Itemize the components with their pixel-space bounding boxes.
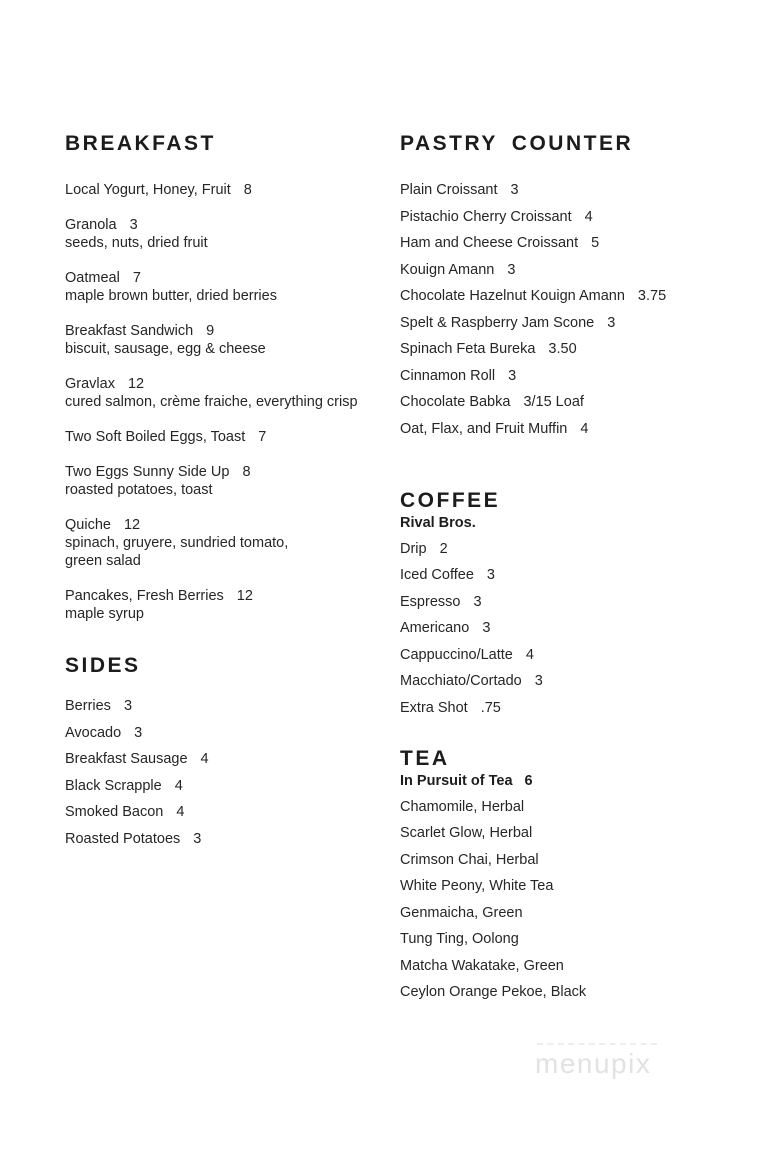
menu-item xyxy=(65,777,395,795)
menu-item-line xyxy=(65,216,395,234)
menu-item-line xyxy=(400,181,755,199)
menu-item xyxy=(400,824,755,842)
menu-item xyxy=(65,322,395,358)
menu-item-line xyxy=(65,516,395,534)
menu-item-price: 4 xyxy=(176,804,185,820)
menu-item-line xyxy=(400,646,755,664)
menu-item-name: Gravlax xyxy=(65,376,115,392)
menu-item-line xyxy=(400,983,755,1001)
menu-item-line xyxy=(400,619,755,637)
menu-item-price: 8 xyxy=(242,464,251,480)
menu-item-line xyxy=(400,957,755,975)
menu-item-price: 7 xyxy=(258,429,267,445)
menu-item-description: roasted potatoes, toast xyxy=(65,482,213,498)
menu-item-name: Plain Croissant xyxy=(400,182,498,198)
menu-item-line xyxy=(400,930,755,948)
menu-item-name: Drip xyxy=(400,540,427,557)
menu-item xyxy=(400,593,755,611)
menu-item-name: Berries xyxy=(65,698,111,714)
menu-item-description: maple syrup xyxy=(65,606,144,622)
menu-item-name: Matcha Wakatake, Green xyxy=(400,957,564,974)
menu-section-breakfast xyxy=(65,131,395,623)
menu-item-line xyxy=(400,420,755,438)
menu-item-line xyxy=(65,428,395,446)
menu-item-name: Cinnamon Roll xyxy=(400,367,496,384)
menu-item xyxy=(65,375,395,411)
menu-item-name: Iced Coffee xyxy=(400,567,474,583)
menu-item-line xyxy=(65,463,395,481)
menu-item-line xyxy=(400,798,755,816)
menu-item-line xyxy=(65,830,395,848)
menu-item-description: spinach, gruyere, sundried tomato, xyxy=(65,535,289,551)
menu-item-line xyxy=(400,393,755,411)
menu-item-line xyxy=(65,375,395,393)
menu-item-line xyxy=(65,269,395,287)
menu-item xyxy=(400,930,755,948)
menu-item-name: White Peony, White Tea xyxy=(400,878,554,894)
menu-item-name: Two Soft Boiled Eggs, Toast xyxy=(65,429,246,445)
menu-item-name: Chocolate Babka xyxy=(400,394,511,410)
watermark-dashes xyxy=(537,1043,657,1045)
menu-item xyxy=(400,208,755,226)
menu-item-price: 2 xyxy=(439,540,448,557)
menu-item-price: 4 xyxy=(580,420,589,437)
menu-item-name: Breakfast Sausage xyxy=(65,751,188,767)
menu-item xyxy=(65,269,395,305)
section-subtitle xyxy=(400,772,755,790)
menu-item-line xyxy=(65,181,395,199)
menu-item-name: Cappuccino/Latte xyxy=(400,646,513,663)
menu-item-line xyxy=(400,699,755,717)
menu-item-line xyxy=(400,261,755,279)
menu-item-name: Smoked Bacon xyxy=(65,804,164,820)
menu-item-price: 3 xyxy=(482,620,491,636)
menu-item xyxy=(400,619,755,637)
menu-item-line xyxy=(400,208,755,226)
menu-item-price: 3 xyxy=(129,217,138,233)
menu-section-pastry-counter xyxy=(400,131,755,438)
menu-item-line xyxy=(400,851,755,869)
menu-item-line xyxy=(400,367,755,385)
menu-item-name: Oatmeal xyxy=(65,270,120,286)
menu-item-description: seeds, nuts, dried fruit xyxy=(65,235,208,251)
menu-section-tea xyxy=(400,746,755,1002)
menu-item-price: 4 xyxy=(525,646,534,663)
menu-item-name: Chocolate Hazelnut Kouign Amann xyxy=(400,288,625,304)
section-title: SIDES xyxy=(65,654,141,677)
menu-item-price: 9 xyxy=(206,323,215,339)
menu-item-line xyxy=(400,287,755,305)
menu-item-name: Spelt & Raspberry Jam Scone xyxy=(400,314,595,331)
menu-item xyxy=(400,877,755,895)
menu-item xyxy=(400,672,755,690)
menu-item xyxy=(65,181,395,199)
menu-item-line xyxy=(65,777,395,795)
menu-item xyxy=(400,798,755,816)
menu-item-name: Ham and Cheese Croissant xyxy=(400,235,579,251)
watermark-logo: menupix xyxy=(535,1048,652,1079)
menu-item xyxy=(400,340,755,358)
menu-item-line xyxy=(400,340,755,358)
menu-item xyxy=(65,830,395,848)
menu-item-price: 3 xyxy=(510,182,519,198)
menu-item xyxy=(400,287,755,305)
menu-item-name: Chamomile, Herbal xyxy=(400,798,525,815)
menu-item-name: Extra Shot xyxy=(400,699,468,716)
menu-item-price: 4 xyxy=(174,777,183,794)
menu-item-name: Tung Ting, Oolong xyxy=(400,931,519,947)
menu-item xyxy=(400,904,755,922)
menu-item-description: maple brown butter, dried berries xyxy=(65,288,277,304)
menu-item-name: Americano xyxy=(400,620,470,636)
menu-item-line xyxy=(400,234,755,252)
menu-item-name: Kouign Amann xyxy=(400,261,495,278)
menu-item-line xyxy=(400,904,755,922)
menu-column-right xyxy=(400,131,755,1010)
menu-section-sides xyxy=(65,653,395,848)
menu-item xyxy=(400,566,755,584)
section-subtitle xyxy=(400,514,755,532)
menu-item-name: Black Scrapple xyxy=(65,777,162,794)
menu-item-price: 4 xyxy=(584,208,593,225)
menu-item xyxy=(400,261,755,279)
section-subtitle-text: In Pursuit of Tea xyxy=(400,772,513,789)
menu-column-left xyxy=(65,131,395,856)
menu-item xyxy=(65,803,395,821)
menu-item-line xyxy=(400,593,755,611)
menu-item xyxy=(400,181,755,199)
menu-item-name: Crimson Chai, Herbal xyxy=(400,851,539,868)
menu-item-name: Scarlet Glow, Herbal xyxy=(400,825,533,841)
menu-item-line xyxy=(65,724,395,742)
menu-item xyxy=(400,957,755,975)
menu-item-description: cured salmon, crème fraiche, everything crisp xyxy=(65,394,358,410)
menu-item xyxy=(65,463,395,499)
menu-item xyxy=(400,699,755,717)
section-title: TEA xyxy=(400,746,450,770)
menu-item xyxy=(65,216,395,252)
menu-item-price: 3 xyxy=(607,314,616,331)
menu-item-line xyxy=(400,540,755,558)
menu-item-price: 3.50 xyxy=(548,341,577,357)
menu-item-price: 3 xyxy=(193,830,202,847)
menu-item-price: 12 xyxy=(127,376,145,392)
menu-item-line xyxy=(65,587,395,605)
menu-item-name: Quiche xyxy=(65,517,111,533)
menu-item xyxy=(65,516,395,570)
menu-item-line xyxy=(65,322,395,340)
menu-item xyxy=(400,393,755,411)
menu-item-price: 3 xyxy=(508,367,517,384)
menu-item-name: Local Yogurt, Honey, Fruit xyxy=(65,182,231,198)
menu-item xyxy=(400,420,755,438)
section-title: BREAKFAST xyxy=(65,132,216,155)
menu-item-name: Avocado xyxy=(65,724,122,741)
menu-item xyxy=(400,314,755,332)
menu-item-price: 3 xyxy=(473,593,482,610)
menu-item-price: 3 xyxy=(507,261,516,278)
menu-item-name: Ceylon Orange Pekoe, Black xyxy=(400,984,587,1000)
menu-item xyxy=(65,587,395,623)
section-title: COFFEE xyxy=(400,488,501,512)
menu-item-line xyxy=(400,877,755,895)
menu-item xyxy=(400,234,755,252)
menu-item-price: 8 xyxy=(243,182,252,198)
menu-item-price: 3 xyxy=(134,724,143,741)
menu-item-price: .75 xyxy=(480,699,501,716)
menu-item xyxy=(65,724,395,742)
section-subtitle-price: 6 xyxy=(524,772,533,789)
menu-item-line xyxy=(400,314,755,332)
menu-item-price: 3.75 xyxy=(637,288,667,304)
menu-item-price: 3/15 Loaf xyxy=(523,394,584,410)
menu-item-name: Roasted Potatoes xyxy=(65,830,181,847)
menu-item xyxy=(65,697,395,715)
menu-item-line xyxy=(65,750,395,768)
menu-item-description: green salad xyxy=(65,553,141,569)
section-subtitle-text: Rival Bros. xyxy=(400,514,476,531)
menu-item-line xyxy=(400,566,755,584)
menu-item-name: Granola xyxy=(65,217,117,233)
menu-item-description: biscuit, sausage, egg & cheese xyxy=(65,341,266,357)
menu-item-price: 12 xyxy=(123,517,141,533)
menu-item-line xyxy=(400,672,755,690)
menu-item-name: Espresso xyxy=(400,593,461,610)
menu-item-line xyxy=(65,697,395,715)
section-title: PASTRY COUNTER xyxy=(400,132,634,155)
menu-item-name: Genmaicha, Green xyxy=(400,904,523,921)
menu-item-name: Pancakes, Fresh Berries xyxy=(65,588,224,604)
menu-item xyxy=(400,646,755,664)
menu-item-name: Two Eggs Sunny Side Up xyxy=(65,464,230,480)
menu-item-price: 3 xyxy=(486,567,495,583)
menu-item xyxy=(400,540,755,558)
menu-item-name: Oat, Flax, and Fruit Muffin xyxy=(400,420,568,437)
menu-item-line xyxy=(65,803,395,821)
menu-section-coffee xyxy=(400,488,755,717)
menu-item-price: 3 xyxy=(123,698,133,714)
menu-item-name: Pistachio Cherry Croissant xyxy=(400,208,572,225)
menu-item-price: 7 xyxy=(132,270,141,286)
menu-item xyxy=(65,750,395,768)
menu-item-name: Spinach Feta Bureka xyxy=(400,341,536,357)
menu-item-line xyxy=(400,824,755,842)
menu-item xyxy=(400,367,755,385)
menu-item-name: Breakfast Sandwich xyxy=(65,323,194,339)
menu-item-price: 4 xyxy=(200,751,209,767)
menu-item-price: 3 xyxy=(534,673,543,689)
menu-item-price: 12 xyxy=(236,588,253,604)
menu-item-name: Macchiato/Cortado xyxy=(400,673,522,689)
menu-item xyxy=(65,428,395,446)
menu-item-price: 5 xyxy=(591,235,600,251)
menu-item xyxy=(400,851,755,869)
menu-item xyxy=(400,983,755,1001)
